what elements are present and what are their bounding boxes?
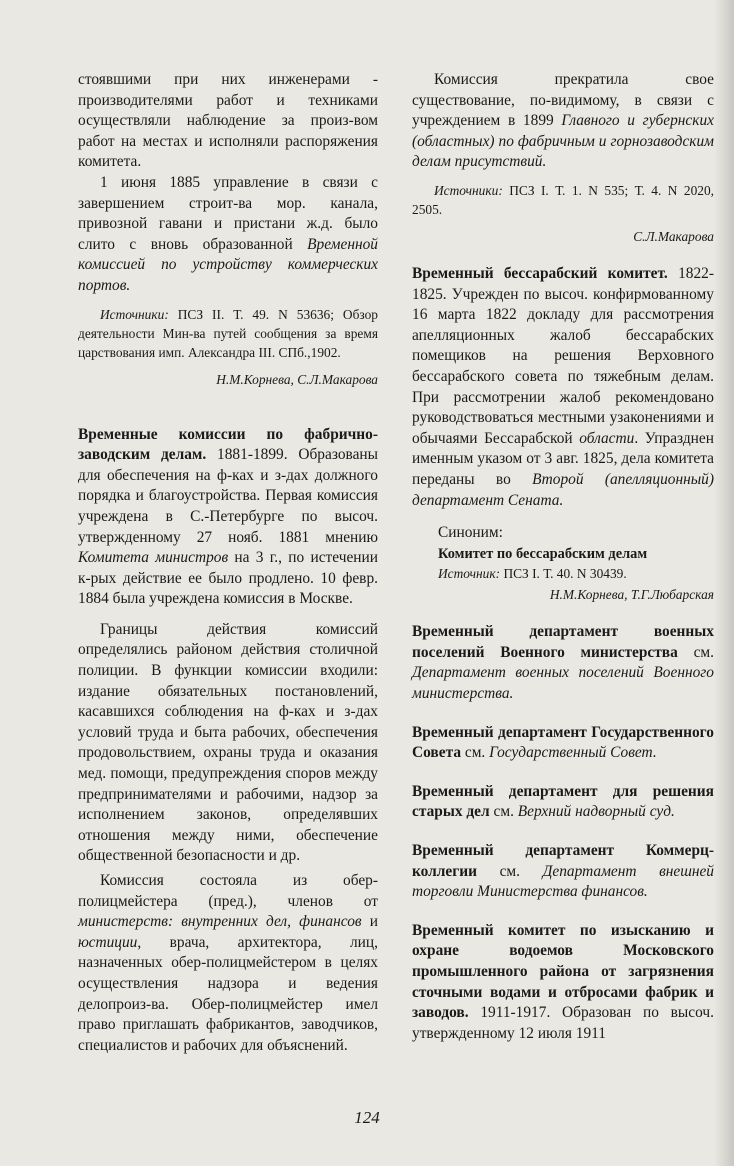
reference-link: Второй (апелляционный) департамент Сената. (412, 470, 714, 509)
text: и (361, 913, 378, 931)
sources (78, 305, 378, 362)
text: на 3 г., по истечении к-рых действие ее было продлено. 10 февр. 1884 была учреждена комиссия в Москве. (78, 549, 378, 608)
sources-label: Источник: (438, 566, 501, 582)
reference-link: Главного и губернских (областных) по фабричным и горнозаводским делам присутствий. (412, 112, 714, 171)
sources-text: ПСЗ I. Т. 1. N 535; Т. 4. N 2020, 2505. (412, 182, 714, 217)
text: . Упразднен именным указом от 3 авг. 1825, дела комитета переданы во (412, 429, 714, 488)
synonym-label: Синоним: (438, 524, 503, 542)
see-also: см. (489, 803, 518, 821)
see-also: см. (677, 643, 714, 661)
left-column (78, 70, 378, 1056)
reference-link: Временной комиссией по устройству коммерческих портов. (78, 235, 378, 294)
reference-link: Верхний надворный суд. (517, 803, 675, 821)
paragraph (412, 70, 714, 173)
paragraph (78, 871, 378, 1056)
sources-label: Источники: (100, 306, 169, 322)
text: 1 июня 1885 управление в связи с завершением строит-ва мор. канала, привозной гавани и пристани ж.д. было слито с вновь образованной (78, 173, 378, 253)
entry-heading: Временный департамент для решения старых дел (412, 782, 714, 821)
entry-heading: Временный департамент Коммерц-коллегии (412, 842, 714, 880)
paragraph: стоявшими при них инженерами - производителями работ и техниками осуществляли наблюдение за произ-вом работ на местах и исполняли распоряжения комитета. (78, 71, 378, 171)
text: 1881-1899. Образованы для обеспечения на ф-ках и з-дах должного порядка и благоустройства. Первая комиссия учреждена в С.-Петербурге по высоч. утвержденному 27 нояб. 1881 мнению (78, 446, 378, 546)
text: 1822-1825. Учрежден по высоч. конфирмованному 16 марта 1822 докладу для рассмотрения апелляционных жалоб бессарабских помещиков на решения Верховного бессарабского совета по тяжебным делам. При рассмотрении жалоб рекомендовано руководствоваться местными узаконениями и обычаями Бессарабской (412, 264, 714, 447)
entry-paragraph (78, 425, 378, 610)
sources-text: ПСЗ I. Т. 40. N 30439. (500, 566, 627, 582)
reference-link: министерств: внутренних дел, финансов (78, 913, 362, 931)
sources (412, 564, 714, 583)
reference-link: юстиции (78, 933, 138, 951)
entry-paragraph (412, 264, 714, 511)
text: 1911-1917. Образован по высоч. утвержденному 12 июля 1911 (412, 1004, 714, 1042)
sources (412, 181, 714, 219)
entry-heading: Временный бессарабский комитет. (412, 264, 668, 282)
entry-paragraph (412, 622, 714, 704)
page-edge-shadow (714, 0, 734, 1166)
reference-link: области (579, 429, 635, 447)
reference-link: Департамент военных поселений Военного министерства. (412, 664, 714, 703)
entry-heading: Временный департамент военных поселений Военного министерства (412, 623, 714, 661)
page-number: 124 (354, 1108, 380, 1127)
reference-link: Комитета министров (78, 549, 229, 567)
reference-link: Департамент внешней торговли Министерства финансов. (412, 862, 714, 901)
sources-label: Источники: (434, 182, 503, 198)
author: Н.М.Корнева, Т.Г.Любарская (549, 587, 714, 603)
text: Комиссия прекратила свое существование, по-видимому, в связи с учреждением в 1899 (412, 71, 714, 130)
right-column (412, 70, 714, 1044)
paragraph (78, 173, 378, 297)
paragraph: Границы действия комиссий определялись районом действия столичной полиции. В функции комиссии входили: издание обязательных постановлений, касавшихся соблюдения на ф-ках и з-дах условий труда и быта рабочих, обеспечения продовольствием, охраны труда и оказания мед. помощи, предупреждения споров между предпринимателями и рабочими, надзор за исполнением законов, определявших отношения между ними, обеспечение общественной безопасности и др. (78, 620, 378, 865)
text: , врача, архитектора, лиц, назначенных обер-полицмейстером в целях осуществления надзора и ведения делопроиз-ва. Обер-полицмейстер имел право приглашать фабрикантов, заводчиков, специалистов и рабочих для объяснений. (78, 933, 378, 1054)
entry-paragraph (412, 921, 714, 1045)
author: С.Л.Макарова (633, 228, 714, 244)
entry-heading: Временный комитет по изысканию и охране водоемов Московского промышленного района от загрязнения сточными водами и отбросами фабрик и заводов. (412, 921, 714, 1022)
entry-paragraph (412, 723, 714, 764)
see-also: см. (476, 862, 543, 880)
entry-paragraph (412, 782, 714, 823)
synonym-term: Комитет по бессарабским делам (438, 545, 648, 562)
entry-heading: Временный департамент Государственного Совета (412, 723, 714, 762)
sources-text: ПСЗ II. Т. 49. N 53636; Обзор деятельности Мин-ва путей сообщения за время царствования имп. Александра III. СПб.,1902. (78, 306, 378, 360)
author: Н.М.Корнева, С.Л.Макарова (216, 371, 378, 387)
see-also: см. (461, 744, 490, 762)
entry-heading: Временные комиссии по фабрично-заводским делам. (78, 425, 378, 464)
entry-paragraph (412, 841, 714, 903)
text: Комиссия состояла из обер-полицмейстера (пред.), членов от (78, 872, 378, 910)
reference-link: Государственный Совет. (489, 744, 657, 762)
